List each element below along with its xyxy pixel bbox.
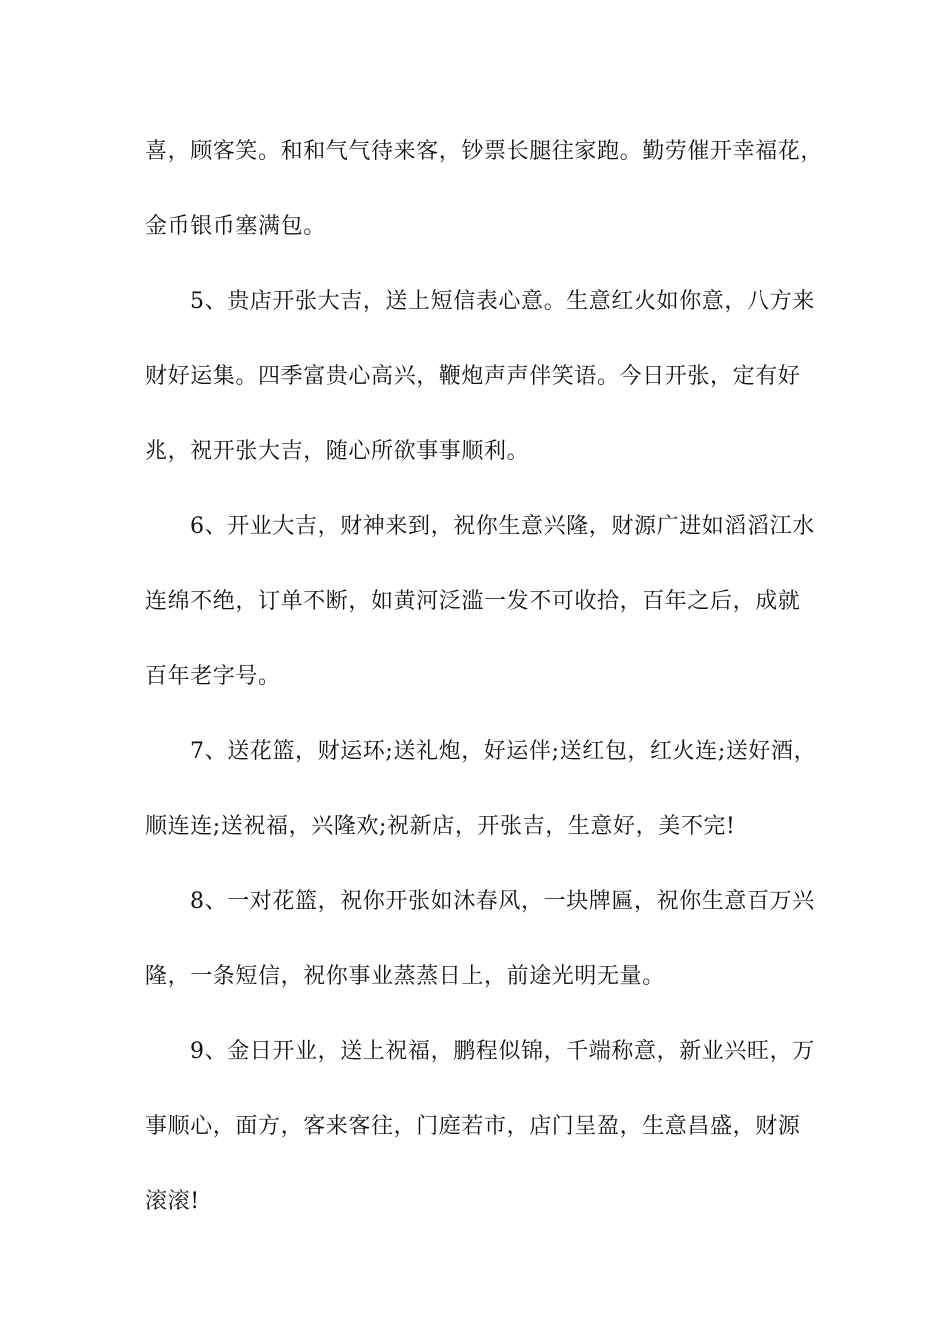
- paragraph-line: 顺连连;送祝福，兴隆欢;祝新店，开张吉，生意好，美不完!: [145, 814, 736, 839]
- paragraph-line: 事顺心，面方，客来客往，门庭若市，店门呈盈，生意昌盛，财源: [145, 1114, 801, 1139]
- paragraph-line: 兆，祝开张大吉，随心所欲事事顺利。: [145, 439, 530, 464]
- paragraph-line: 金币银币塞满包。: [145, 214, 326, 239]
- paragraph-line: 喜，顾客笑。和和气气待来客，钞票长腿往家跑。勤劳催开幸福花，: [145, 139, 824, 164]
- paragraph-line: 8、一对花篮，祝你开张如沐春风，一块牌匾，祝你生意百万兴: [190, 889, 815, 914]
- paragraph-line: 9、金日开业，送上祝福，鹏程似锦，千端称意，新业兴旺，万: [190, 1039, 815, 1064]
- paragraph-line: 连绵不绝，订单不断，如黄河泛滥一发不可收拾，百年之后，成就: [145, 589, 801, 614]
- paragraph-line: 7、送花篮，财运环;送礼炮，好运伴;送红包，红火连;送好酒，: [190, 739, 817, 764]
- paragraph-line: 隆，一条短信，祝你事业蒸蒸日上，前途光明无量。: [145, 964, 665, 989]
- paragraph-line: 5、贵店开张大吉，送上短信表心意。生意红火如你意，八方来: [190, 289, 815, 314]
- paragraph-line: 6、开业大吉，财神来到，祝你生意兴隆，财源广进如滔滔江水: [190, 514, 815, 539]
- paragraph-line: 滚滚!: [145, 1189, 200, 1214]
- paragraph-line: 百年老字号。: [145, 664, 281, 689]
- paragraph-line: 财好运集。四季富贵心高兴，鞭炮声声伴笑语。今日开张，定有好: [145, 364, 801, 389]
